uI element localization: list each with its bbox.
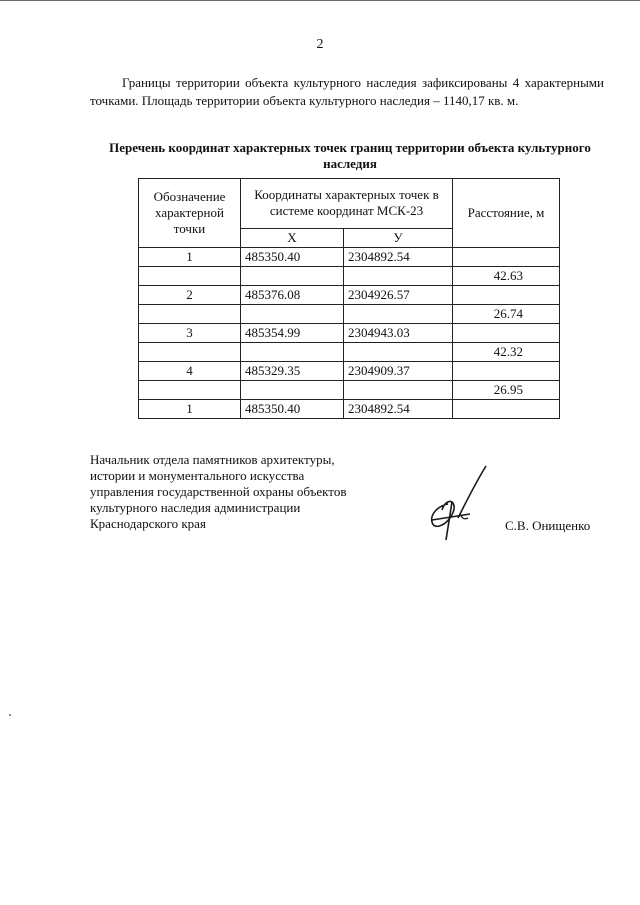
point-y: 2304943.03	[344, 324, 453, 343]
table-row-point	[139, 400, 560, 419]
table-row-distance	[139, 343, 560, 362]
point-name: 1	[139, 248, 241, 267]
point-x: 485350.40	[241, 248, 344, 267]
point-y: 2304926.57	[344, 286, 453, 305]
point-x: 485354.99	[241, 324, 344, 343]
distance-empty	[453, 248, 560, 267]
point-name: 1	[139, 400, 241, 419]
position-line: Начальник отдела памятников архитектуры,	[90, 452, 335, 467]
distance-empty	[453, 286, 560, 305]
point-x: 485376.08	[241, 286, 344, 305]
distance-value: 26.74	[453, 305, 560, 324]
point-y: 2304909.37	[344, 362, 453, 381]
position-line: истории и монументального искусства	[90, 468, 305, 483]
table-row-point	[139, 362, 560, 381]
intro-paragraph: Границы территории объекта культурного наследия зафиксированы 4 характерными точками. Площадь территории объекта культурного наследия – 1140,17 кв. м.	[90, 75, 604, 108]
scan-dot	[9, 714, 11, 716]
table-row-distance	[139, 381, 560, 400]
distance-value: 42.63	[453, 267, 560, 286]
distance-empty	[453, 324, 560, 343]
table-row-distance	[139, 267, 560, 286]
page-top-edge	[0, 0, 640, 1]
distance-empty	[453, 362, 560, 381]
table-row-point	[139, 324, 560, 343]
point-x: 485350.40	[241, 400, 344, 419]
header-distance: Расстояние, м	[453, 179, 560, 248]
position-line: управления государственной охраны объектов	[90, 484, 347, 499]
table-row-point	[139, 248, 560, 267]
distance-value: 42.32	[453, 343, 560, 362]
distance-value: 26.95	[453, 381, 560, 400]
signatory-name: С.В. Онищенко	[505, 518, 591, 533]
table-row-point	[139, 286, 560, 305]
distance-empty	[453, 400, 560, 419]
point-name: 4	[139, 362, 241, 381]
header-point-name: Обозначение характерной точки	[139, 179, 241, 248]
point-y: 2304892.54	[344, 248, 453, 267]
table-row-distance	[139, 305, 560, 324]
point-name: 2	[139, 286, 241, 305]
coordinates-table	[138, 178, 560, 419]
page-number: 2	[316, 37, 324, 52]
position-line: культурного наследия администрации	[90, 500, 301, 515]
header-x: Х	[241, 228, 344, 247]
header-coordinates: Координаты характерных точек в системе координат МСК-23	[241, 179, 453, 229]
signatory-position	[90, 452, 410, 532]
position-line: Краснодарского края	[90, 516, 206, 531]
point-y: 2304892.54	[344, 400, 453, 419]
point-x: 485329.35	[241, 362, 344, 381]
table-title: Перечень координат характерных точек границ территории объекта культурного наследия	[109, 140, 591, 171]
header-y: У	[344, 228, 453, 247]
handwritten-signature	[418, 462, 498, 552]
point-name: 3	[139, 324, 241, 343]
